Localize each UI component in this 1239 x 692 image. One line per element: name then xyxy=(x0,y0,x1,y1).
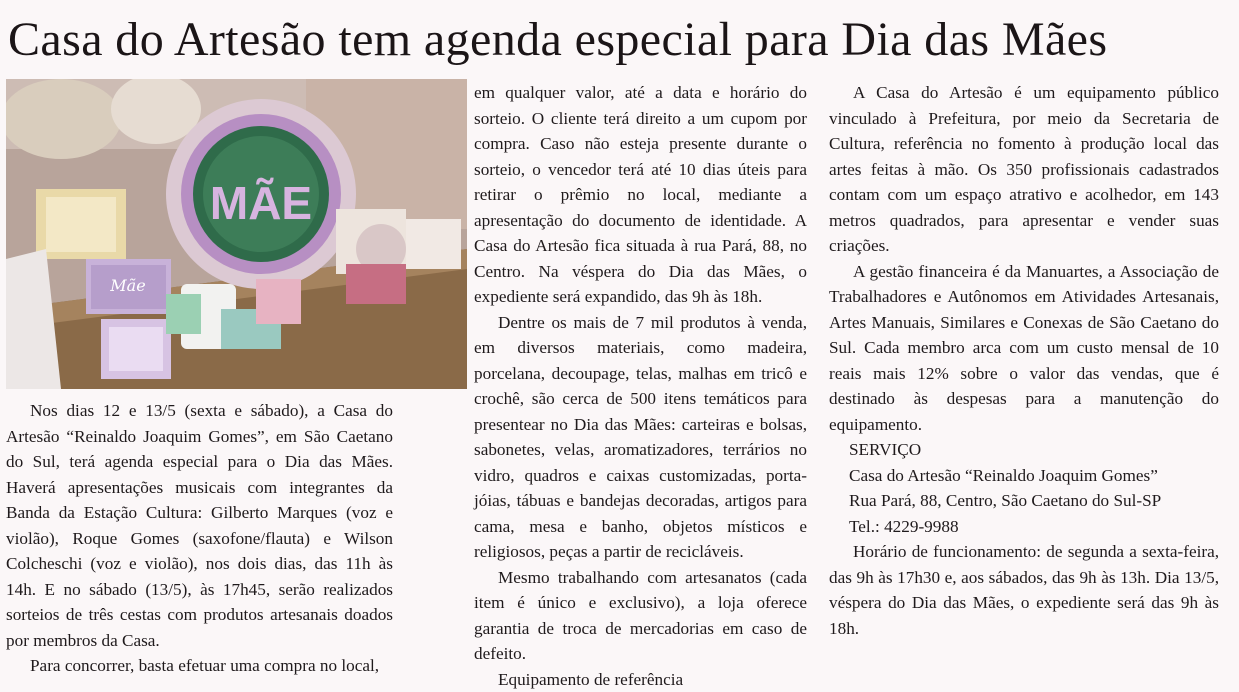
paragraph: Nos dias 12 e 13/5 (sexta e sábado), a Casa do Artesão “Reinaldo Joaquim Gomes”, em São Caetano do Sul, terá agenda especial para o Dia das Mães. Haverá apresentações musicais com integrantes da Banda da Estação Cultura: Gilberto Marques (voz e violão), Roque Gomes (saxofone/flauta) e Wilson Colcheschi (voz e violão), nos dois dias, das 11h às 14h. E no sábado (13/5), às 17h45, serão realizados sorteios de três cestas com produtos artesanais doados por membros da Casa. xyxy=(6,398,393,653)
service-heading: SERVIÇO xyxy=(829,437,1219,463)
paragraph: Para concorrer, basta efetuar uma compra no local, xyxy=(6,653,393,679)
paragraph: Dentre os mais de 7 mil produtos à venda, em diversos materiais, como madeira, porcelana, decoupage, telas, malhas em tricô e crochê, são cerca de 500 itens temáticos para presentear no Dia das Mães: carteiras e bolsas, sabonetes, velas, aromatizadores, terrários no vidro, quadros e caixas customizadas, porta-jóias, tábuas e bandejas decoradas, artigos para cama, mesa e banho, objetos místicos e religiosos, peças a partir de recicláveis. xyxy=(474,310,807,565)
article-column-2 xyxy=(474,80,807,692)
photo-box-text: Mãe xyxy=(109,276,145,295)
paragraph: A gestão financeira é da Manuartes, a Associação de Trabalhadores e Autônomos em Atividades Artesanais, Artes Manuais, Similares e Conexas de São Caetano do Sul. Cada membro arca com um custo mensal de 10 reais mais 12% sobre o valor das vendas, que é destinado às despesas para a manutenção do equipamento. xyxy=(829,259,1219,438)
article-column-1 xyxy=(6,398,393,679)
article-column-3 xyxy=(829,80,1219,641)
article-headline: Casa do Artesão tem agenda especial para Dia das Mães xyxy=(8,10,1233,70)
paragraph: Mesmo trabalhando com artesanatos (cada item é único e exclusivo), a loja oferece garantia de troca de mercadorias em caso de defeito. xyxy=(474,565,807,667)
paragraph: A Casa do Artesão é um equipamento público vinculado à Prefeitura, por meio da Secretaria de Cultura, referência no fomento à produção local das artes feitas à mão. Os 350 profissionais cadastrados contam com um espaço atrativo e acolhedor, em 143 metros quadrados, para apresentar e vender suas criações. xyxy=(829,80,1219,259)
article-photo xyxy=(6,79,467,389)
photo-sign-text: MÃE xyxy=(210,177,312,229)
service-phone: Tel.: 4229-9988 xyxy=(829,514,1219,540)
service-name: Casa do Artesão “Reinaldo Joaquim Gomes” xyxy=(829,463,1219,489)
paragraph: em qualquer valor, até a data e horário do sorteio. O cliente terá direito a um cupom por compra. Caso não esteja presente durante o sorteio, o vencedor terá até 10 dias úteis para retirar o prêmio no local, mediante a apresentação do documento de identidade. A Casa do Artesão fica situada à rua Pará, 88, no Centro. Na véspera do Dia das Mães, o expediente será expandido, das 9h às 18h. xyxy=(474,80,807,310)
subheading: Equipamento de referência xyxy=(474,667,807,692)
service-hours: Horário de funcionamento: de segunda a sexta-feira, das 9h às 17h30 e, aos sábados, das 9h às 13h. Dia 13/5, véspera do Dia das Mães, o expediente será das 9h às 18h. xyxy=(829,539,1219,641)
service-address: Rua Pará, 88, Centro, São Caetano do Sul-SP xyxy=(829,488,1219,514)
